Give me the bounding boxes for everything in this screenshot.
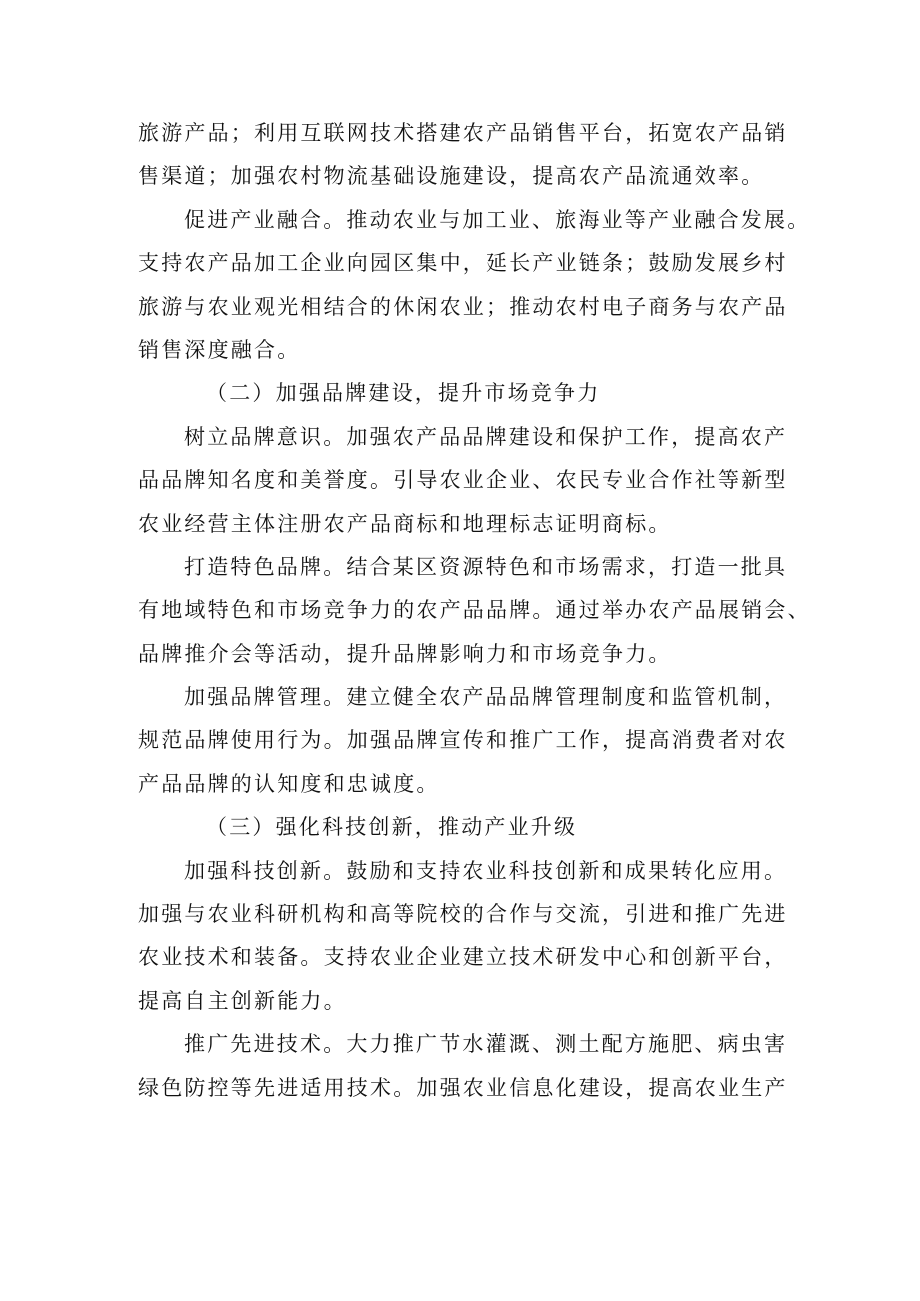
section-heading: （三）强化科技创新，推动产业升级 bbox=[206, 815, 578, 840]
text-line: 售渠道；加强农村物流基础设施建设，提高农产品流通效率。 bbox=[138, 164, 765, 189]
text-line: 加强科技创新。鼓励和支持农业科技创新和成果转化应用。 bbox=[184, 858, 788, 883]
text-line: 打造特色品牌。结合某区资源特色和市场需求，打造一批具 bbox=[184, 554, 788, 579]
text-line: 旅游产品；利用互联网技术搭建农产品销售平台，拓宽农产品销 bbox=[138, 121, 788, 145]
text-line: 加强品牌管理。建立健全农产品品牌管理制度和监管机制， bbox=[184, 685, 788, 710]
text-line: 农业经营主体注册农产品商标和地理标志证明商标。 bbox=[138, 511, 672, 536]
text-line: 产品品牌的认知度和忠诚度。 bbox=[138, 771, 440, 796]
text-line: 加强与农业科研机构和高等院校的合作与交流，引进和推广先进 bbox=[138, 902, 788, 927]
text-line: 品品牌知名度和美誉度。引导农业企业、农民专业合作社等新型 bbox=[138, 468, 788, 493]
text-line: 树立品牌意识。加强农产品品牌建设和保护工作，提高农产 bbox=[184, 424, 788, 449]
text-line: 促进产业融合。推动农业与加工业、旅海业等产业融合发展。 bbox=[184, 207, 811, 232]
text-line: 销售深度融合。 bbox=[138, 337, 301, 362]
text-line: 品牌推介会等活动，提升品牌影响力和市场竞争力。 bbox=[138, 641, 672, 666]
text-line: 农业技术和装备。支持农业企业建立技术研发中心和创新平台， bbox=[138, 945, 788, 970]
document-body bbox=[138, 112, 811, 1110]
section-heading: （二）加强品牌建设，提升市场竞争力 bbox=[206, 381, 601, 406]
text-line: 规范品牌使用行为。加强品牌宣传和推广工作，提高消费者对农 bbox=[138, 728, 788, 753]
text-line: 支持农产品加工企业向园区集中，延长产业链条；鼓励发展乡村 bbox=[138, 251, 788, 276]
text-line: 有地域特色和市场竞争力的农产品品牌。通过举办农产品展销会、 bbox=[138, 598, 811, 623]
text-line: 推广先进技术。大力推广节水灌溉、测土配方施肥、病虫害 bbox=[184, 1032, 788, 1057]
text-line: 提高自主创新能力。 bbox=[138, 988, 347, 1013]
text-line: 旅游与农业观光相结合的休闲农业；推动农村电子商务与农产品 bbox=[138, 294, 788, 319]
text-line: 绿色防控等先进适用技术。加强农业信息化建设，提高农业生产 bbox=[138, 1075, 788, 1100]
